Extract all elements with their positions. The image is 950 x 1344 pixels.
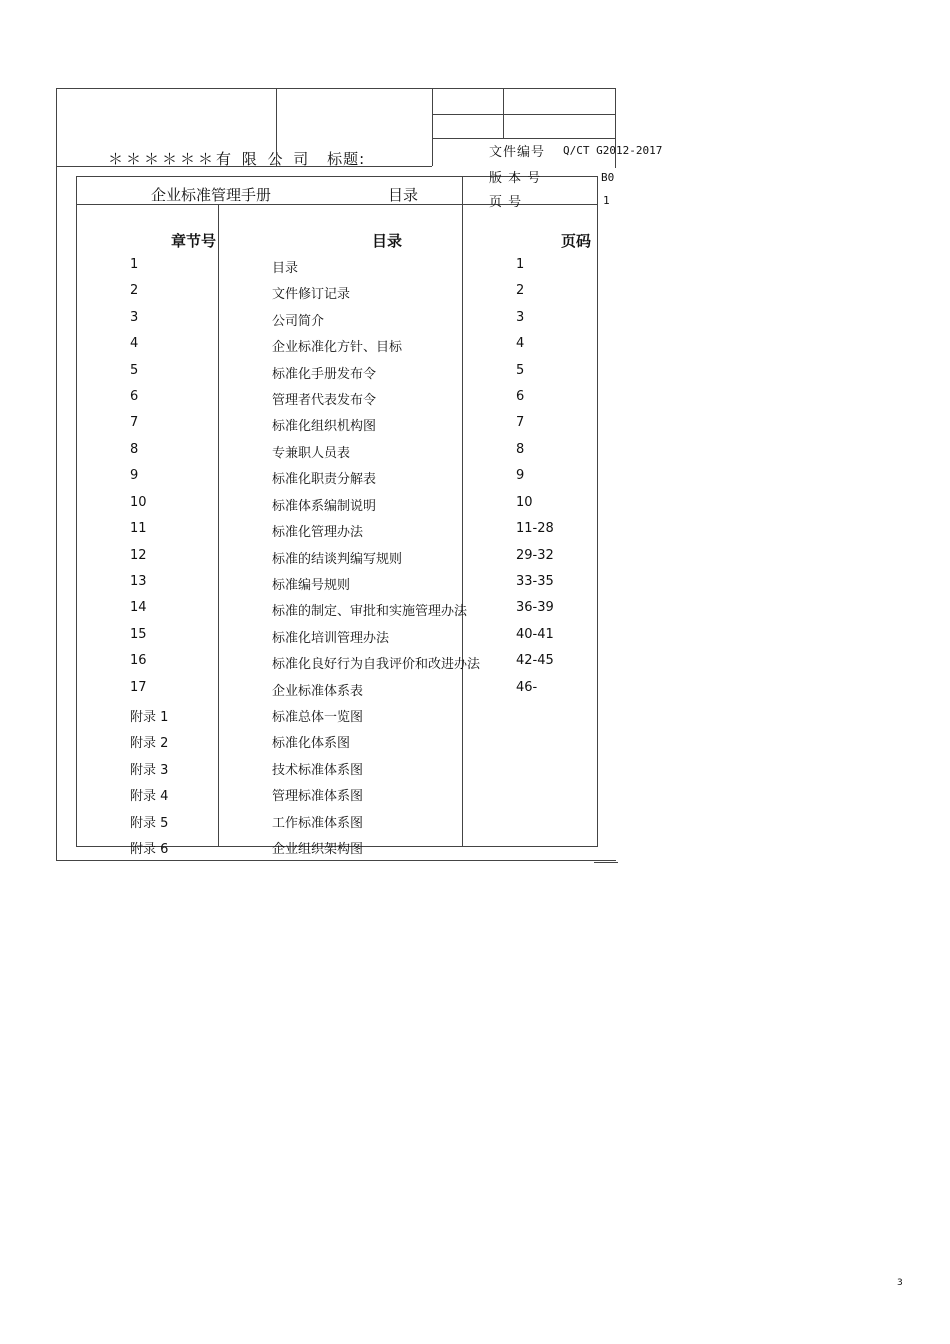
chapter-number: 16 <box>130 653 147 668</box>
chapter-number: 15 <box>130 627 147 642</box>
version-label: 版 本 号 <box>489 171 542 186</box>
toc-row <box>0 548 950 572</box>
toc-row <box>0 336 950 360</box>
chapter-number: 7 <box>130 415 139 430</box>
chapter-title: 目录 <box>272 261 299 276</box>
chapter-title: 企业组织架构图 <box>272 842 364 857</box>
chapter-page: 8 <box>516 442 525 457</box>
toc-row <box>0 574 950 598</box>
chapter-number: 附录 4 <box>130 789 169 804</box>
chapter-page: 6 <box>516 389 525 404</box>
chapter-page: 42-45 <box>516 653 554 668</box>
chapter-title: 工作标准体系图 <box>272 816 364 831</box>
chapter-number: 1 <box>130 257 139 272</box>
chapter-page: 4 <box>516 336 525 351</box>
chapter-number: 6 <box>130 389 139 404</box>
chapter-number: 附录 6 <box>130 842 169 857</box>
page-column-header: 页码 <box>561 232 592 250</box>
chapter-title: 标准的结谈判编写规则 <box>272 552 403 567</box>
toc-row <box>0 627 950 651</box>
chapter-title: 标准化良好行为自我评价和改进办法 <box>272 657 481 672</box>
chapter-number: 附录 5 <box>130 816 169 831</box>
chapter-page: 3 <box>516 310 525 325</box>
chapter-number: 17 <box>130 680 147 695</box>
toc-row <box>0 468 950 492</box>
chapter-title: 标准体系编制说明 <box>272 499 377 514</box>
chapter-title: 企业标准化方针、目标 <box>272 340 403 355</box>
chapter-page: 29-32 <box>516 548 554 563</box>
chapter-title: 标准编号规则 <box>272 578 351 593</box>
chapter-page: 40-41 <box>516 627 554 642</box>
chapter-number: 11 <box>130 521 147 536</box>
chapter-number: 9 <box>130 468 139 483</box>
toc-row <box>0 706 950 730</box>
manual-name: 企业标准管理手册 <box>151 186 272 204</box>
toc-row <box>0 310 950 334</box>
section-title: 目录 <box>388 186 419 204</box>
chapter-number: 附录 1 <box>130 710 169 725</box>
chapter-page: 2 <box>516 283 525 298</box>
chapter-number: 10 <box>130 495 147 510</box>
company-name-text: ＊＊＊＊＊＊有 限 公 司 <box>108 150 312 168</box>
page-number: 3 <box>897 1278 903 1288</box>
toc-row <box>0 653 950 677</box>
chapter-title: 标准化职责分解表 <box>272 472 377 487</box>
chapter-page: 36-39 <box>516 600 554 615</box>
chapter-number: 12 <box>130 548 147 563</box>
toc-row <box>0 838 950 862</box>
chapter-title: 文件修订记录 <box>272 287 351 302</box>
chapter-page: 9 <box>516 468 525 483</box>
company-name <box>108 148 365 169</box>
toc-row <box>0 442 950 466</box>
page-label: 页 号 <box>489 195 523 210</box>
toc-row <box>0 759 950 783</box>
chapter-title: 标准化管理办法 <box>272 525 364 540</box>
toc-row <box>0 363 950 387</box>
chapter-column-header: 章节号 <box>171 232 217 250</box>
chapter-title: 公司简介 <box>272 314 325 329</box>
doc-number-value: Q/CT G2012-2017 <box>563 144 663 157</box>
chapter-number: 4 <box>130 336 139 351</box>
chapter-number: 附录 3 <box>130 763 169 778</box>
toc-row <box>0 283 950 307</box>
chapter-title: 标准的制定、审批和实施管理办法 <box>272 604 468 619</box>
toc-row <box>0 785 950 809</box>
chapter-page: 1 <box>516 257 525 272</box>
chapter-title: 标准总体一览图 <box>272 710 364 725</box>
toc-row <box>0 600 950 624</box>
toc-row <box>0 680 950 704</box>
chapter-title: 技术标准体系图 <box>272 763 364 778</box>
toc-row <box>0 732 950 756</box>
chapter-number: 附录 2 <box>130 736 169 751</box>
chapter-number: 3 <box>130 310 139 325</box>
chapter-number: 5 <box>130 363 139 378</box>
chapter-page: 33-35 <box>516 574 554 589</box>
title-label: 标题: <box>327 150 366 168</box>
chapter-title: 标准化手册发布令 <box>272 367 377 382</box>
chapter-page: 11-28 <box>516 521 554 536</box>
toc-row <box>0 812 950 836</box>
toc-row <box>0 495 950 519</box>
chapter-page: 10 <box>516 495 533 510</box>
chapter-page: 5 <box>516 363 525 378</box>
chapter-title: 标准化培训管理办法 <box>272 631 390 646</box>
chapter-title: 管理标准体系图 <box>272 789 364 804</box>
title-column-header: 目录 <box>372 232 403 250</box>
chapter-title: 企业标准体系表 <box>272 684 364 699</box>
chapter-page: 7 <box>516 415 525 430</box>
chapter-title: 管理者代表发布令 <box>272 393 377 408</box>
toc-row <box>0 257 950 281</box>
chapter-number: 2 <box>130 283 139 298</box>
chapter-number: 13 <box>130 574 147 589</box>
chapter-title: 标准化组织机构图 <box>272 419 377 434</box>
version-value: B0 <box>601 171 615 184</box>
doc-number-label: 文件编号 <box>489 145 546 160</box>
toc-row <box>0 415 950 439</box>
chapter-title: 标准化体系图 <box>272 736 351 751</box>
chapter-number: 14 <box>130 600 147 615</box>
toc-row <box>0 389 950 413</box>
chapter-title: 专兼职人员表 <box>272 446 351 461</box>
toc-row <box>0 521 950 545</box>
chapter-number: 8 <box>130 442 139 457</box>
page-value: 1 <box>603 194 610 207</box>
chapter-page: 46- <box>516 680 538 695</box>
